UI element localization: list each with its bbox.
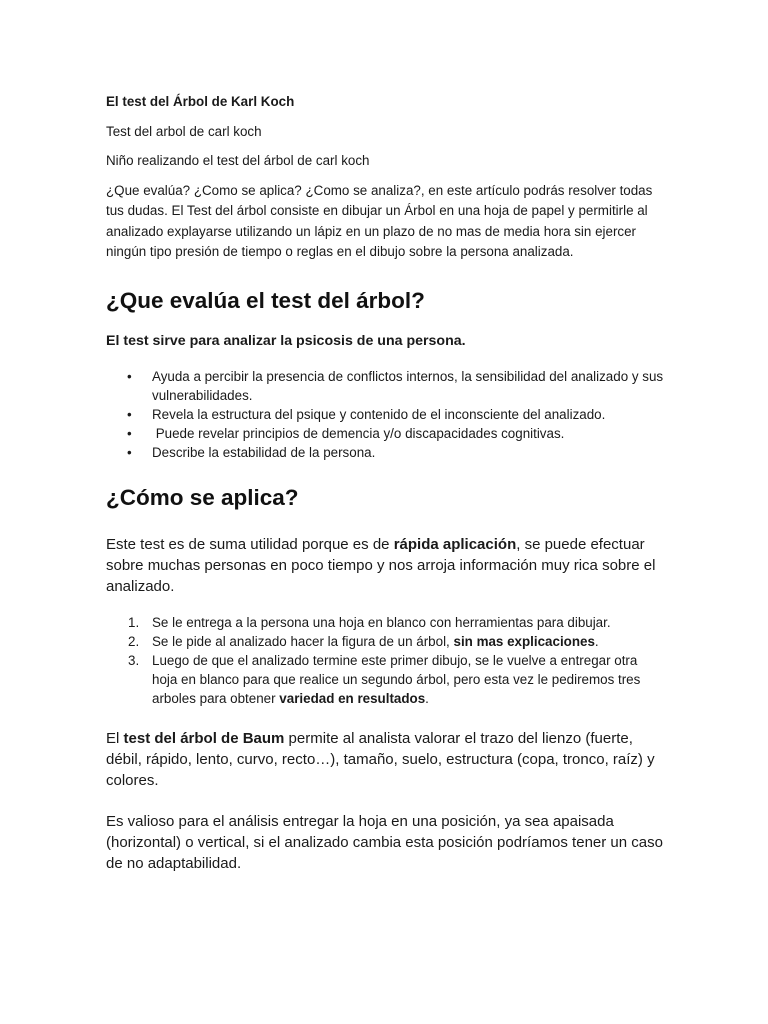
position-paragraph: Es valioso para el análisis entregar la hoja en una posición, ya sea apaisada (horizontal) o vertical, si el analizado cambia esta posición podríamos tener un caso de no adaptabilidad. xyxy=(106,812,663,872)
bullet-icon: • xyxy=(127,425,132,441)
text-run: Este test es de suma utilidad porque es de xyxy=(106,535,394,553)
image-caption: Niño realizando el test del árbol de carl koch xyxy=(106,153,370,168)
document-title: El test del Árbol de Karl Koch xyxy=(106,94,295,109)
list-item xyxy=(106,367,666,405)
bold-text: rápida aplicación xyxy=(393,535,517,553)
intro-paragraph: ¿Que evalúa? ¿Como se aplica? ¿Como se analiza?, en este artículo podrás resolver todas tus dudas. El Test del árbol consiste en dibujar un Árbol en una hoja de papel y permitirle al analizado explayarse utilizando un lápiz en un plazo de no mas de media hora sin ejercer ningún tipo presión de tiempo o reglas en el dibujo sobre la persona analizada. xyxy=(106,182,653,259)
list-item xyxy=(106,632,666,651)
section-lead: El test sirve para analizar la psicosis de una persona. xyxy=(106,332,466,349)
text-run: , se puede efectuar sobre muchas personas en poco tiempo y nos arroja información muy rica sobre el analizado. xyxy=(106,535,656,595)
list-item xyxy=(106,651,666,708)
list-number: 1. xyxy=(128,614,140,630)
text-run: permite al analista valorar el trazo del lienzo (fuerte, débil, rápido, lento, curvo, recto…), tamaño, suelo, estructura (copa, tronco, raíz) y colores. xyxy=(106,729,655,789)
baum-paragraph xyxy=(106,728,666,791)
text-run: El xyxy=(106,729,124,747)
bold-text: variedad en resultados xyxy=(279,690,426,706)
list-item xyxy=(106,405,666,424)
section-heading-como-se-aplica: ¿Cómo se aplica? xyxy=(106,484,299,510)
bullet-icon: • xyxy=(127,406,132,422)
bold-text: sin mas explicaciones xyxy=(453,633,595,649)
bold-text: test del árbol de Baum xyxy=(123,729,285,747)
list-number: 2. xyxy=(128,633,140,649)
application-paragraph xyxy=(106,534,666,597)
list-item xyxy=(106,443,666,462)
list-item-text: Revela la estructura del psique y contenido de el inconsciente del analizado. xyxy=(152,406,606,422)
list-number: 3. xyxy=(128,652,140,668)
text-run: . xyxy=(594,633,599,649)
list-item xyxy=(106,424,666,443)
steps-numbered-list xyxy=(106,613,666,708)
document-body xyxy=(106,92,666,874)
list-item xyxy=(106,613,666,632)
evaluation-bullet-list xyxy=(106,367,666,462)
list-item-text: Describe la estabilidad de la persona. xyxy=(152,444,376,460)
list-item-text: Luego de que el analizado termine este primer dibujo, se le vuelve a entregar otra hoja en blanco para que realice un segundo árbol, pero esta vez le pediremos tres arboles para obtener xyxy=(152,652,641,706)
list-item-text: Se le pide al analizado hacer la figura de un árbol, xyxy=(152,633,454,649)
bullet-icon: • xyxy=(127,444,132,460)
section-heading-que-evalua: ¿Que evalúa el test del árbol? xyxy=(106,287,425,313)
text-run: . xyxy=(425,690,429,706)
list-item-text: Se le entrega a la persona una hoja en blanco con herramientas para dibujar. xyxy=(152,614,611,630)
list-item-text: Ayuda a percibir la presencia de conflictos internos, la sensibilidad del analizado y sus vulnerabilidades. xyxy=(152,368,664,403)
list-item-text: Puede revelar principios de demencia y/o discapacidades cognitivas. xyxy=(152,425,565,441)
bullet-icon: • xyxy=(127,368,132,384)
subtitle-line: Test del arbol de carl koch xyxy=(106,123,262,139)
